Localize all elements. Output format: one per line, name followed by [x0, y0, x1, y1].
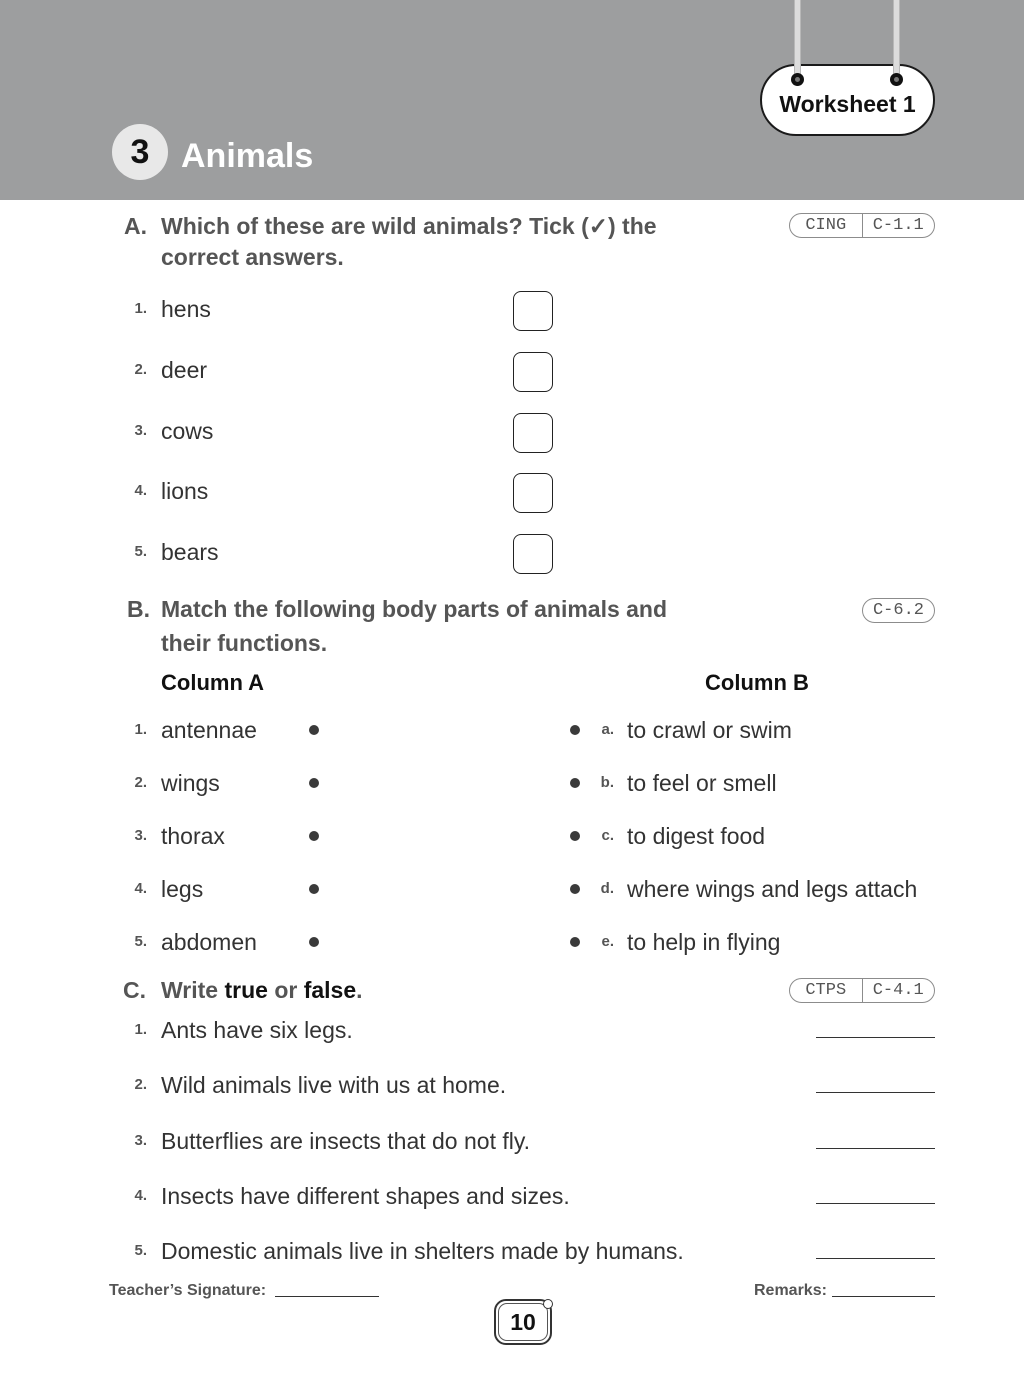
statement-text: Ants have six legs. — [161, 1017, 353, 1043]
list-item — [0, 534, 1024, 595]
connector-dot[interactable] — [309, 937, 319, 947]
match-row — [0, 871, 1024, 924]
skill-tag-code: C-1.1 — [862, 214, 935, 237]
instruction-true-word: true — [224, 977, 268, 1003]
match-item-right: to feel or smell — [627, 770, 777, 796]
skill-tag-code: CING — [805, 216, 847, 235]
column-b-heading: Column B — [705, 670, 809, 695]
worksheet-label: Worksheet 1 — [779, 91, 916, 117]
item-number: 3. — [134, 1131, 147, 1149]
connector-dot[interactable] — [570, 937, 580, 947]
skill-tag-code: C-4.1 — [862, 979, 935, 1002]
tick-checkbox[interactable] — [513, 534, 553, 574]
item-letter: b. — [600, 774, 614, 791]
match-item-left: antennae — [161, 717, 257, 743]
item-number: 1. — [134, 1021, 147, 1038]
answer-blank[interactable] — [816, 1092, 935, 1093]
tick-checkbox[interactable] — [513, 413, 553, 453]
section-instruction — [161, 975, 701, 1005]
list-item — [0, 1233, 1024, 1288]
item-number: 1. — [134, 300, 147, 317]
teacher-signature-field[interactable] — [275, 1296, 379, 1297]
item-number: 4. — [134, 1186, 147, 1204]
connector-dot[interactable] — [309, 725, 319, 735]
column-a-heading: Column A — [161, 670, 265, 695]
item-number: 1. — [134, 721, 147, 738]
match-list — [0, 712, 1024, 977]
match-item-left: abdomen — [161, 929, 257, 955]
teacher-signature-label: Teacher’s Signature: — [109, 1282, 267, 1299]
match-row — [0, 712, 1024, 765]
instruction-word: Write — [161, 977, 219, 1003]
connector-dot[interactable] — [570, 831, 580, 841]
skill-tag — [789, 213, 935, 238]
skill-tag-code: CTPS — [805, 981, 847, 1000]
item-text: hens — [161, 296, 211, 322]
instruction-word: or — [274, 977, 298, 1003]
hanging-string-right — [893, 0, 900, 78]
tick-checkbox[interactable] — [513, 352, 553, 392]
match-item-left: legs — [161, 876, 204, 902]
list-item — [0, 1178, 1024, 1233]
section-question: Match the following body parts of animals and their functions. — [161, 596, 668, 656]
pin-dot-icon — [890, 73, 903, 86]
chapter-title: Animals — [181, 137, 314, 175]
item-text: lions — [161, 478, 209, 505]
item-text: cows — [161, 417, 214, 444]
item-number: 3. — [134, 421, 147, 439]
match-item-right: to crawl or swim — [627, 717, 792, 743]
connector-dot[interactable] — [309, 884, 319, 894]
list-item — [0, 413, 1024, 474]
skill-tag — [862, 598, 935, 623]
tick-checkbox[interactable] — [513, 473, 553, 513]
item-number: 5. — [134, 543, 147, 560]
answer-blank[interactable] — [816, 1203, 935, 1204]
chapter-number: 3 — [130, 133, 150, 171]
answer-blank[interactable] — [816, 1258, 935, 1259]
instruction-punctuation: . — [356, 977, 363, 1003]
statement-text: Butterflies are insects that do not fly. — [161, 1127, 531, 1154]
match-row — [0, 924, 1024, 977]
item-number: 4. — [134, 880, 147, 897]
match-item-left: thorax — [161, 823, 225, 849]
connector-dot[interactable] — [309, 831, 319, 841]
match-item-right: where wings and legs attach — [627, 876, 918, 902]
item-letter: e. — [601, 933, 614, 950]
statement-text: Domestic animals live in shelters made by humans. — [161, 1238, 684, 1264]
item-letter: d. — [600, 880, 614, 897]
list-item — [0, 1123, 1024, 1178]
item-number: 2. — [134, 774, 147, 791]
list-item — [0, 473, 1024, 534]
skill-tag-code: C-6.2 — [872, 601, 924, 620]
connector-dot[interactable] — [309, 778, 319, 788]
answer-blank[interactable] — [816, 1148, 935, 1149]
item-number: 5. — [134, 1242, 147, 1259]
tick-checkbox[interactable] — [513, 291, 553, 331]
section-question: Which of these are wild animals? Tick (✓) the correct answers. — [161, 213, 657, 270]
item-number: 4. — [134, 482, 147, 500]
match-row — [0, 818, 1024, 871]
list-item — [0, 1067, 1024, 1122]
hanging-string-left — [794, 0, 801, 78]
match-item-right: to help in flying — [627, 929, 781, 955]
list-item — [0, 1012, 1024, 1067]
worksheet-badge — [760, 64, 935, 136]
item-number: 2. — [134, 360, 147, 378]
true-false-list — [0, 1012, 1024, 1288]
chapter-number-badge — [112, 124, 168, 180]
connector-dot[interactable] — [570, 884, 580, 894]
item-text: bears — [161, 539, 219, 565]
answer-blank[interactable] — [816, 1037, 935, 1038]
instruction-false-word: false — [303, 977, 357, 1003]
match-row — [0, 765, 1024, 818]
match-item-left: wings — [161, 770, 220, 796]
item-number: 2. — [134, 1076, 147, 1094]
remarks-field[interactable] — [832, 1296, 935, 1297]
skill-tag — [789, 978, 935, 1003]
list-item — [0, 291, 1024, 352]
connector-dot[interactable] — [570, 725, 580, 735]
wild-animals-list — [0, 291, 1024, 595]
item-letter: a. — [601, 721, 614, 738]
item-letter: c. — [601, 827, 614, 844]
badge-star-icon — [543, 1299, 553, 1309]
item-number: 5. — [134, 933, 147, 950]
match-item-right: to digest food — [627, 823, 766, 849]
remarks-label: Remarks: — [754, 1282, 827, 1299]
pin-dot-icon — [791, 73, 804, 86]
section-letter: A. — [124, 213, 147, 239]
item-number: 3. — [134, 827, 147, 844]
item-text: deer — [161, 356, 208, 383]
section-letter: C. — [123, 977, 146, 1003]
page-number: 10 — [510, 1308, 536, 1335]
section-letter: B. — [127, 596, 150, 622]
list-item — [0, 352, 1024, 413]
statement-text: Insects have different shapes and sizes. — [161, 1182, 570, 1209]
connector-dot[interactable] — [570, 778, 580, 788]
statement-text: Wild animals live with us at home. — [161, 1072, 507, 1099]
